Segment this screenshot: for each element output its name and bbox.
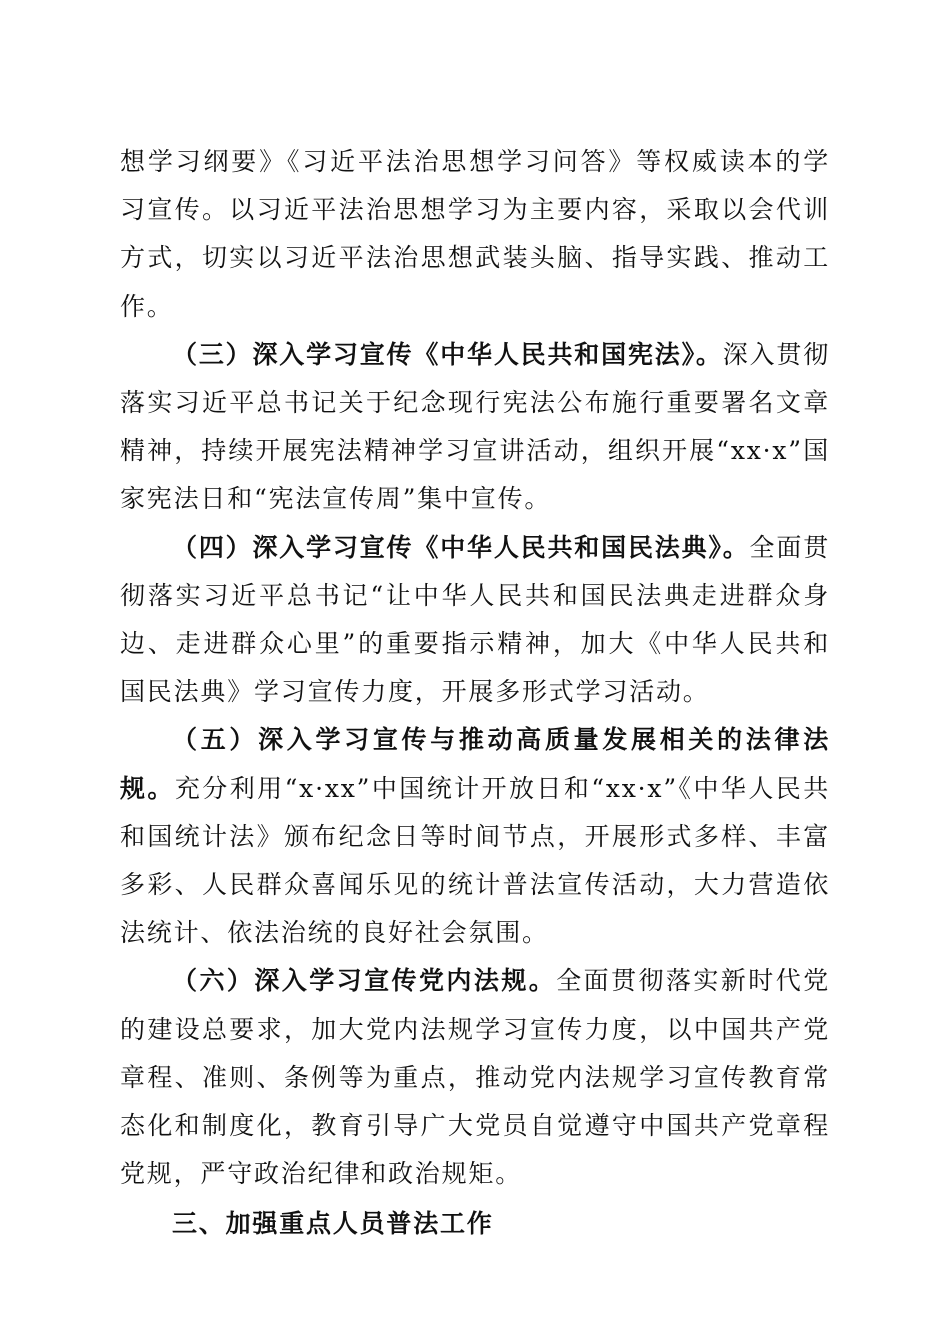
paragraph-civil-code bbox=[120, 524, 830, 717]
paragraph-lead: （六）深入学习宣传党内法规。 bbox=[172, 966, 557, 996]
paragraph-text: 深入贯彻落实习近平总书记关于纪念现行宪法公布施行重要署名文章精神，持续开展宪法精神学习宣讲活动，组织开展“xx·x”国家宪法日和“宪法宣传周”集中宣传。 bbox=[120, 339, 830, 514]
paragraph-constitution bbox=[120, 331, 830, 524]
paragraph-text: 全面贯彻落实习近平总书记“让中华人民共和国民法典走进群众身边、走进群众心里”的重要指示精神，加大《中华人民共和国民法典》学习宣传力度，开展多形式学习活动。 bbox=[120, 532, 830, 707]
section-heading: 三、加强重点人员普法工作 bbox=[172, 1209, 494, 1239]
paragraph-text: 全面贯彻落实新时代党的建设总要求，加大党内法规学习宣传力度，以中国共产党章程、准则、条例等为重点，推动党内法规学习宣传教育常态化和制度化，教育引导广大党员自觉遵守中国共产党章程党规，严守政治纪律和政治规矩。 bbox=[120, 966, 830, 1189]
paragraph-lead: （三）深入学习宣传《中华人民共和国宪法》。 bbox=[172, 339, 723, 369]
paragraph-party-regulations bbox=[120, 957, 830, 1198]
paragraph-text: 充分利用“x·xx”中国统计开放日和“xx·x”《中华人民共和国统计法》颁布纪念日等时间节点，开展形式多样、丰富多彩、人民群众喜闻乐见的统计普法宣传活动，大力营造依法统计、依法治统的良好社会氛围。 bbox=[120, 773, 830, 948]
paragraph-lead: （五）深入学习宣传与推动高质量发展相关的法律法规。 bbox=[120, 725, 830, 803]
paragraph-text: 想学习纲要》《习近平法治思想学习问答》等权威读本的学习宣传。以习近平法治思想学习为主要内容，采取以会代训方式，切实以习近平法治思想武装头脑、指导实践、推动工作。 bbox=[120, 147, 830, 321]
paragraph-lead: （四）深入学习宣传《中华人民共和国民法典》。 bbox=[172, 532, 750, 562]
paragraph-continuation bbox=[120, 138, 830, 331]
paragraph-high-quality-development bbox=[120, 716, 830, 957]
document-page bbox=[120, 138, 830, 1249]
